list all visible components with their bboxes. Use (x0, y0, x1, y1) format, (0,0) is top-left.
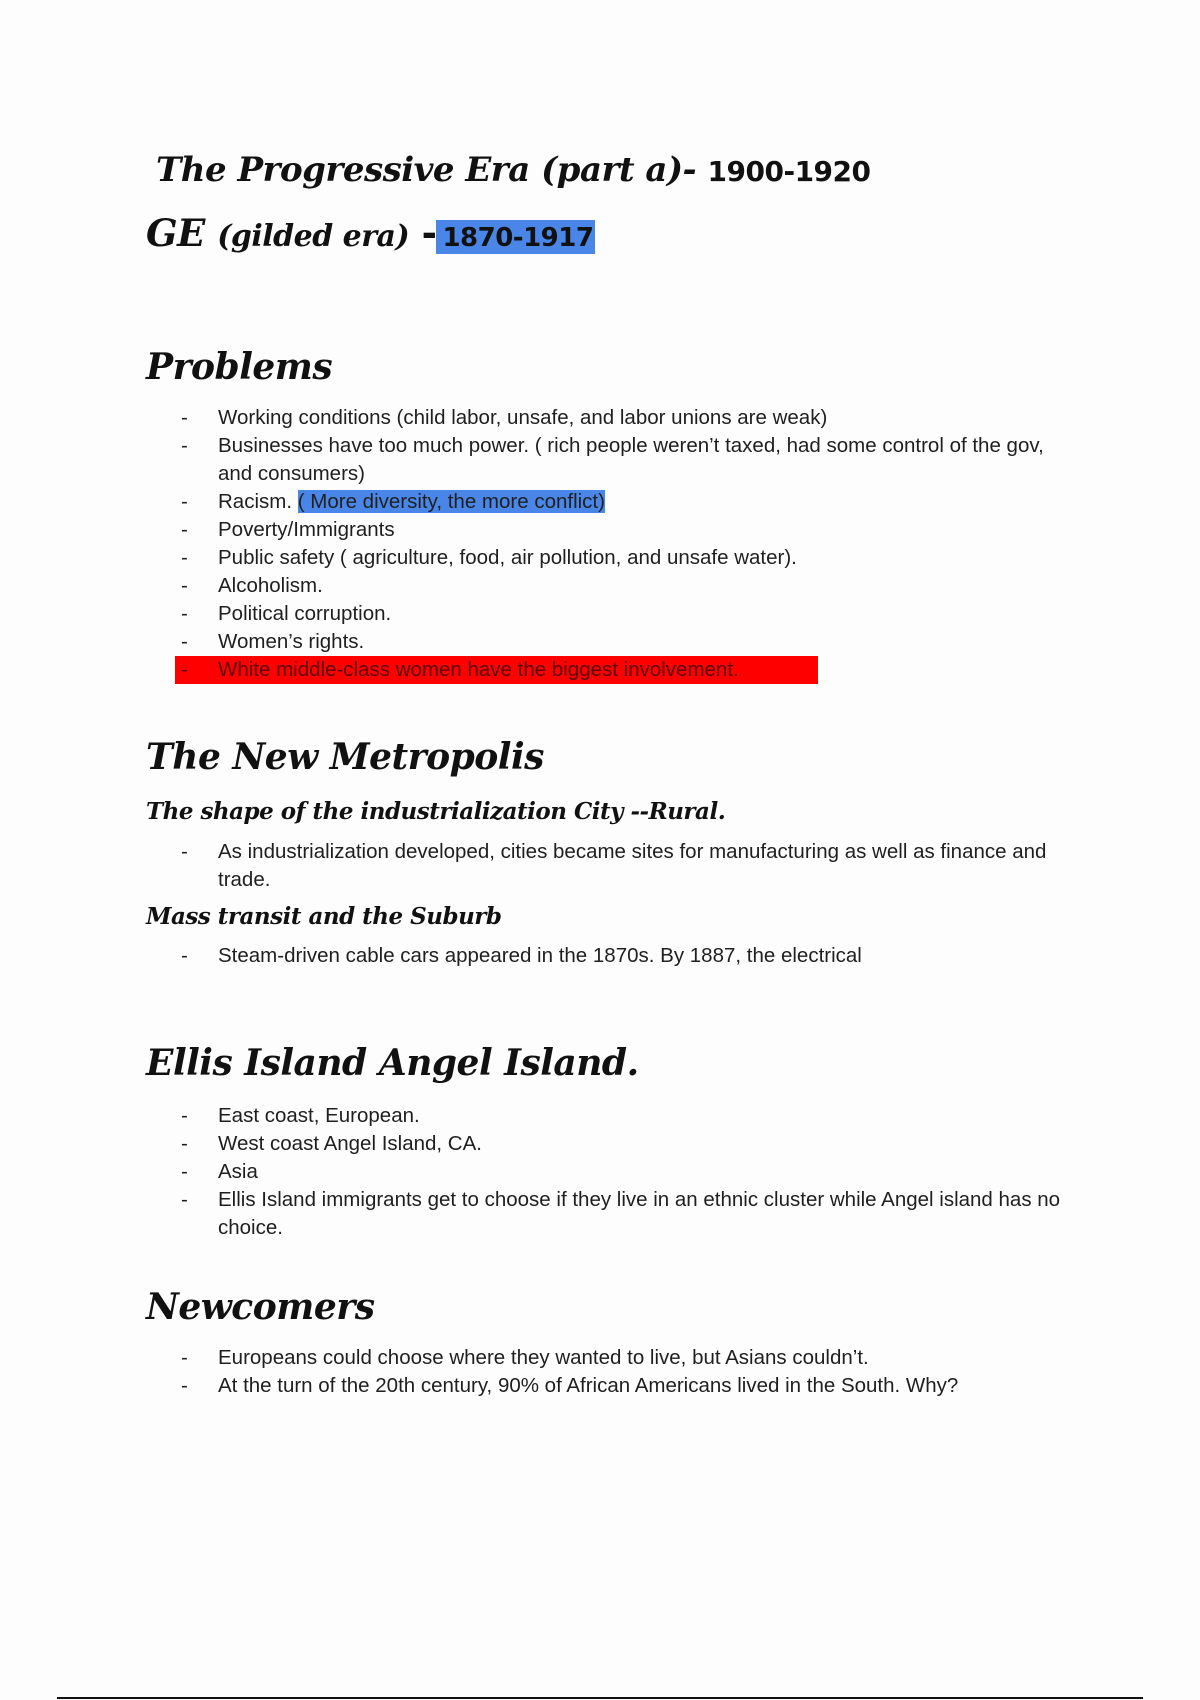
metropolis-subheading-transit: Mass transit and the Suburb (146, 903, 502, 930)
metropolis-subheading-city: The shape of the industrialization City --Rural. (146, 798, 726, 825)
list-item (175, 488, 1075, 516)
list-item: - At the turn of the 20th century, 90% of African Americans lived in the South. Why? (175, 1372, 1075, 1400)
metropolis-transit-list (175, 942, 1075, 970)
list-item: - West coast Angel Island, CA. (175, 1130, 1075, 1158)
problems-list (175, 404, 1075, 684)
metropolis-heading: The New Metropolis (146, 736, 544, 778)
subtitle-ge: GE (146, 211, 205, 255)
document-subtitle (146, 211, 595, 255)
subtitle-years-highlight: 1870-1917 (436, 220, 595, 254)
racism-label: Racism. (218, 490, 293, 513)
newcomers-heading: Newcomers (146, 1286, 375, 1328)
subtitle-paren: (gilded era) (217, 219, 410, 254)
ellis-list (175, 1102, 1075, 1242)
newcomers-list (175, 1344, 1075, 1400)
list-item: - Ellis Island immigrants get to choose if they live in an ethnic cluster while Angel island has no choice. (175, 1186, 1075, 1242)
ellis-heading: Ellis Island Angel Island. (146, 1042, 639, 1084)
metropolis-city-list (175, 838, 1075, 894)
list-item: - As industrialization developed, cities became sites for manufacturing as well as finance and trade. (175, 838, 1075, 894)
list-item: - Women’s rights. (175, 628, 1075, 656)
racism-note-highlight: ( More diversity, the more conflict) (297, 490, 605, 513)
list-item: - Alcoholism. (175, 572, 1075, 600)
list-item: - East coast, European. (175, 1102, 1075, 1130)
page-bottom-rule (57, 1697, 1143, 1699)
title-years: 1900-1920 (707, 155, 871, 188)
list-item: - Public safety ( agriculture, food, air pollution, and unsafe water). (175, 544, 1075, 572)
title-text: The Progressive Era (part a)- (156, 150, 697, 190)
list-item: - Steam-driven cable cars appeared in the 1870s. By 1887, the electrical (175, 942, 1075, 970)
list-item: - Political corruption. (175, 600, 1075, 628)
list-item: - Poverty/Immigrants (175, 516, 1075, 544)
list-item: - Businesses have too much power. ( rich people weren’t taxed, had some control of the gov, and consumers) (175, 432, 1075, 488)
list-item: - Asia (175, 1158, 1075, 1186)
document-title (156, 150, 871, 190)
subtitle-dash: - (421, 212, 437, 255)
problems-heading: Problems (146, 346, 333, 388)
list-item-highlighted: - White middle-class women have the biggest involvement. (175, 656, 818, 684)
list-item: - Working conditions (child labor, unsafe, and labor unions are weak) (175, 404, 1075, 432)
list-item: - Europeans could choose where they wanted to live, but Asians couldn’t. (175, 1344, 1075, 1372)
